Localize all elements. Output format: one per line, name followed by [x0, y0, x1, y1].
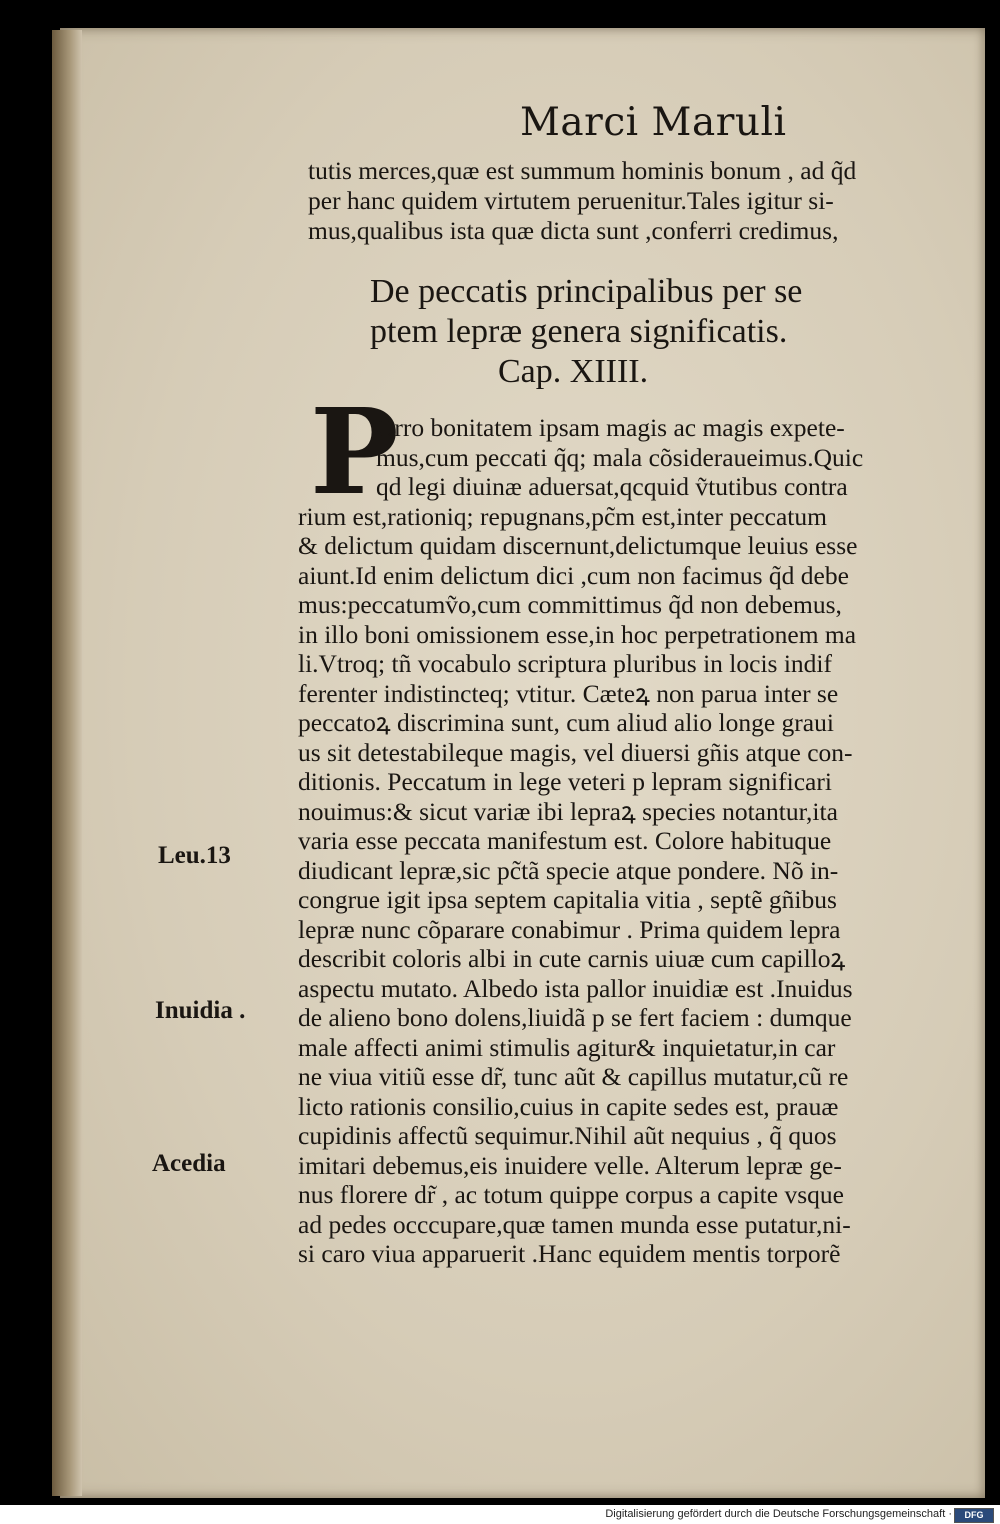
dfg-logo[interactable]: DFG: [954, 1508, 994, 1523]
text-line: ad pedes occcupare,quæ tamen munda esse putatur,ni-: [298, 1209, 851, 1239]
footer-bar: [0, 1505, 1000, 1524]
text-line: aiunt.Id enim delictum dici ,cum non facimus q̃d debe: [298, 560, 849, 590]
text-line: imitari debemus,eis inuidere velle. Alterum lepræ ge-: [298, 1150, 842, 1180]
text-line: varia esse peccata manifestum est. Colore habituque: [298, 826, 832, 855]
text-line: congrue igit ipsa septem capitalia vitia , septẽ gñibus: [298, 885, 837, 914]
text-line: aspectu mutato. Albedo ista pallor inuidiæ est .Inuidus: [298, 973, 853, 1003]
text-line: mus:peccatumṽo,cum committimus q̃d non debemus,: [298, 590, 842, 619]
text-line: ferenter indistincteq; vtitur. Cæteꝝ non parua inter se: [298, 678, 839, 708]
chapter-number: Cap. XIIII.: [498, 353, 649, 390]
text-line: peccatoꝝ discrimina sunt, cum aliud alio longe graui: [298, 708, 834, 737]
text-line: lepræ nunc cõparare conabimur . Prima quidem lepra: [298, 914, 841, 944]
text-line: mus,qualibus ista quæ dicta sunt ,conferri credimus,: [308, 216, 839, 245]
chapter-body-text: [298, 413, 863, 1269]
text-line: ditionis. Peccatum in lege veteri p lepram significari: [298, 767, 832, 796]
text-line: diudicant lepræ,sic pc̃tã specie atque pondere. Nõ in-: [298, 855, 839, 885]
text-line: nouimus:& sicut variæ ibi lepraꝝ species notantur,ita: [298, 796, 838, 826]
marginal-note-acedia: Acedia: [152, 1150, 226, 1177]
marginal-note-inuidia: Inuidia .: [155, 997, 246, 1024]
text-line: licto rationis consilio,cuius in capite sedes est, prauæ: [298, 1091, 839, 1121]
text-line: rium est,rationiq; repugnans,pc̃m est,inter peccatum: [298, 501, 827, 531]
text-line: ne viua vitiũ esse dr̃, tunc aũt & capillus mutatur,cũ re: [298, 1062, 849, 1091]
marginal-note-leu: Leu.13: [158, 842, 231, 869]
text-line: qd legi diuinæ aduersat,qcquid ṽtutibus contra: [376, 472, 848, 501]
chapter-heading-line-2: ptem lepræ genera significatis.: [370, 313, 788, 350]
text-line: de alieno bono dolens,liuidã p se fert faciem : dumque: [298, 1003, 852, 1032]
text-line: describit coloris albi in cute carnis uiuæ cum capilloꝝ: [298, 944, 846, 973]
text-line: in illo boni omissionem esse,in hoc perpetrationem ma: [298, 619, 857, 649]
text-line: male affecti animi stimulis agitur& inquietatur,in car: [298, 1032, 836, 1062]
text-line: mus,cum peccati q̃q; mala cõsideraueimus.Quic: [376, 442, 864, 472]
text-line: si caro viua apparuerit .Hanc equidem mentis torporẽ: [298, 1239, 841, 1268]
text-line: per hanc quidem virtutem peruenitur.Tales igitur si-: [308, 186, 834, 215]
text-line: Orro bonitatem ipsam magis ac magis expete-: [376, 413, 845, 442]
running-head: Marci Maruli: [520, 100, 787, 145]
footer-credit: Digitalisierung gefördert durch die Deutsche Forschungsgemeinschaft ·: [605, 1508, 952, 1520]
text-line: li.Vtroq; tñ vocabulo scriptura pluribus in locis indif: [298, 649, 833, 678]
text-line: cupidinis affectũ sequimur.Nihil aũt nequius , q̃ quos: [298, 1121, 837, 1150]
text-line: & delictum quidam discernunt,delictumque leuius esse: [298, 531, 858, 560]
chapter-heading-line-1: De peccatis principalibus per se: [370, 273, 803, 310]
chapter-heading: [370, 272, 890, 392]
continued-text-block: [308, 156, 856, 246]
text-line: us sit detestabileque magis, vel diuersi gñis atque con-: [298, 737, 853, 767]
page-gutter-edge: [52, 30, 82, 1496]
drop-cap-initial: P: [310, 382, 399, 521]
text-line: nus florere dr̃ , ac totum quippe corpus a capite vsque: [298, 1180, 844, 1209]
text-line: tutis merces,quæ est summum hominis bonum , ad q̃d: [308, 156, 857, 185]
